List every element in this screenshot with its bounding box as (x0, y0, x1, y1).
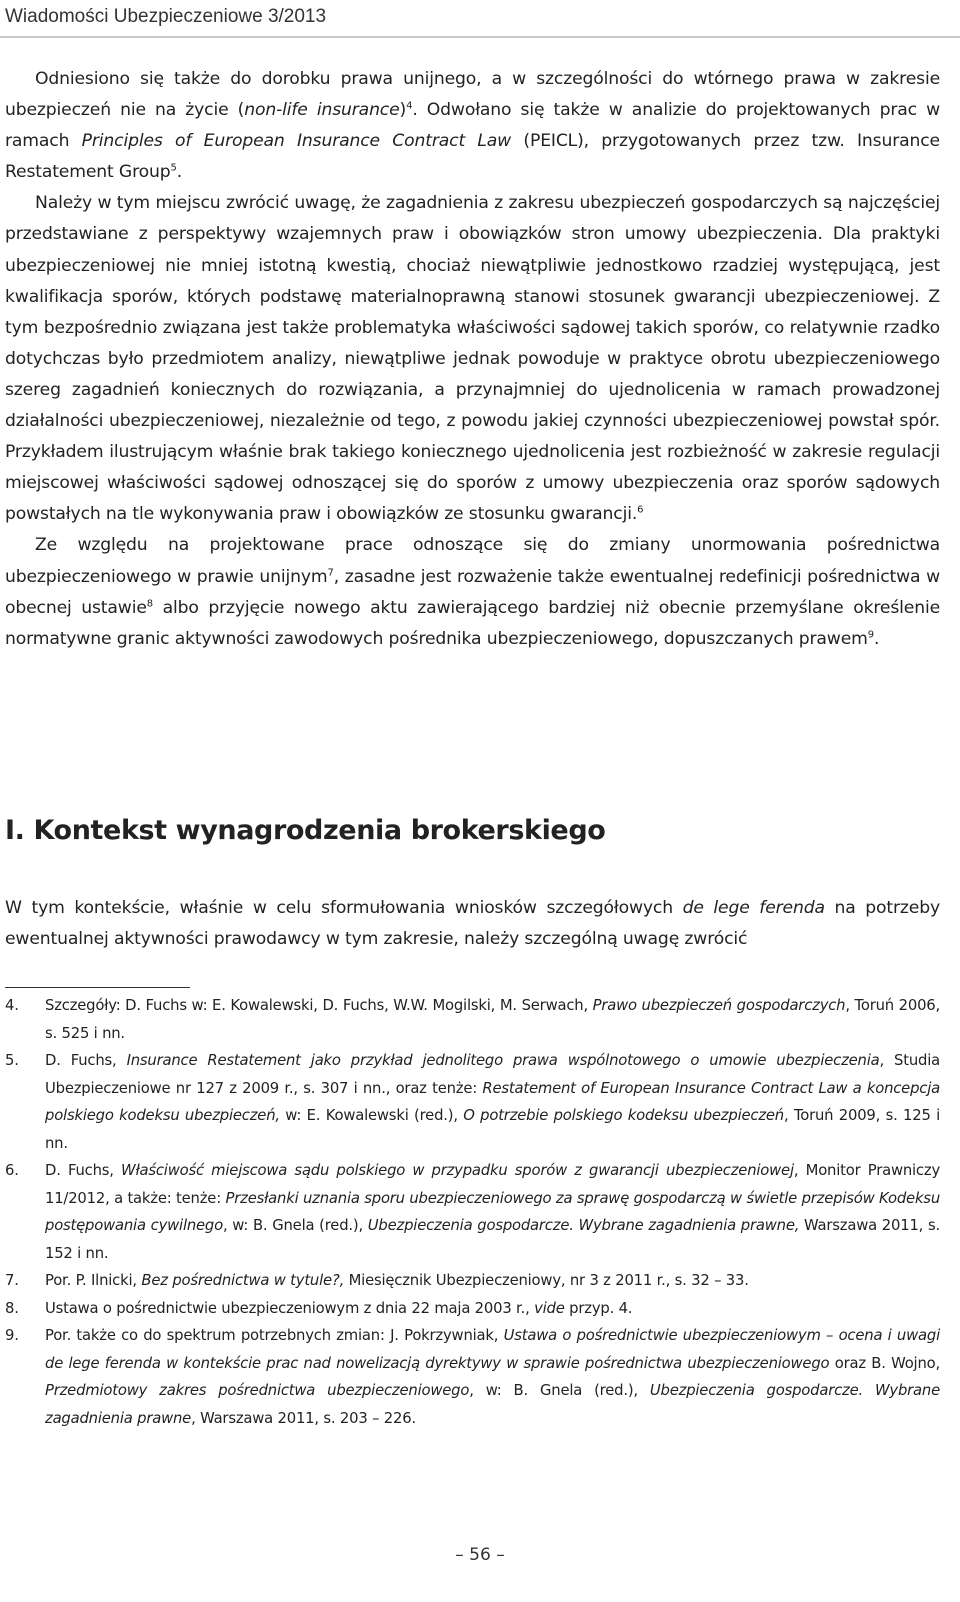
text-run: w: E. Kowalewski (red.), (279, 1107, 464, 1124)
italic-text: O potrzebie polskiego kodeksu ubezpieczeń (463, 1107, 784, 1124)
text-run: . (873, 628, 880, 649)
footnote-number: 5. (5, 1052, 19, 1069)
footnote (5, 1295, 940, 1323)
text-run: , w: B. Gnela (red.), (469, 1382, 650, 1399)
text-run: przyp. 4. (564, 1299, 633, 1317)
footnote-text (45, 992, 940, 1047)
footnote-number: 7. (5, 1272, 19, 1289)
main-text (5, 64, 940, 655)
text-run: W tym kontekście, właśnie w celu sformułowania wniosków szczegółowych (5, 898, 683, 918)
italic-text: vide (534, 1299, 565, 1317)
footnote-text (45, 1157, 940, 1267)
footnote-text (45, 1322, 940, 1432)
page-number: – 56 – (455, 1545, 505, 1565)
italic-text: Restatement of European Insurance Contract Law a koncepcja polskiego kodeksu ubezpieczeń, (45, 1079, 940, 1124)
italic-text: Prawo ubezpieczeń gospodarczych (592, 997, 846, 1014)
italic-text: Ubezpieczenia gospodarcze. Wybrane zagadnienia prawne, (367, 1217, 800, 1234)
text-run: Por. także co do spektrum potrzebnych zmian: J. Pokrzywniak, (45, 1327, 504, 1344)
text-run: albo przyjęcie nowego aktu zawierającego bardziej niż obecnie przemyślane określenie normatywne granic aktywności zawodowych pośrednika ubezpieczeniowego, dopuszczanych prawem (5, 597, 941, 649)
text-run: , w: B. Gnela (red.), (222, 1217, 368, 1234)
text-run: D. Fuchs, (45, 1052, 127, 1069)
italic-text: Bez pośrednictwa w tytule?, (141, 1272, 345, 1289)
footnote (5, 1157, 940, 1267)
journal-title: Wiadomości Ubezpieczeniowe 3/2013 (5, 6, 327, 27)
paragraph (5, 530, 940, 654)
footnote-text (45, 1295, 940, 1323)
footnote-number: 6. (5, 1162, 19, 1179)
footnote (5, 992, 940, 1047)
text-run: Warszawa 2011, s. 152 i nn. (45, 1217, 940, 1262)
text-run: , Warszawa 2011, s. 203 – 226. (191, 1409, 416, 1427)
text-run: , Monitor Prawniczy 11/2012, a także: tenże: (45, 1162, 940, 1207)
text-run: . (176, 162, 183, 183)
footnote-ref: 8 (146, 597, 153, 609)
text-run: ) (399, 100, 407, 121)
footnote-ref: 7 (327, 566, 334, 578)
text-run: Należy w tym miejscu zwrócić uwagę, że zagadnienia z zakresu ubezpieczeń gospodarczych są najczęściej przedstawiane z perspektywy wzajemnych praw i obowiązków stron umowy ubezpieczenia. Dla praktyki ubezpieczeniowej nie mniej istotną kwestią, chociaż niewątpliwie jednostkowo rzadziej występującą, jest kwalifikacja sporów, których podstawę materialnoprawną stanowi stosunek gwarancji ubezpieczeniowej. Z tym bezpośrednio związana jest także problematyka właściwości sądowej takich sporów, co relatywnie rzadko dotychczas było przedmiotem analizy, niewątpliwe jednak powoduje w praktyce obrotu ubezpieczeniowego szereg zagadnień koniecznych do rozwiązania, a przynajmniej do ujednolicenia w ramach prowadzonej działalności ubezpieczeniowej, niezależnie od tego, z powodu jakiej czynności ubezpieczeniowej powstał spór. Przykładem ilustrującym właśnie brak takiego koniecznego ujednolicenia jest rozbieżność w zakresie regulacji miejscowej właściwości sądowej odnoszącej się do sporów z umowy ubezpieczenia oraz sporów sądowych powstałych na tle wykonywania praw i obowiązków ze stosunku gwarancji. (5, 193, 940, 525)
page-header (0, 0, 960, 38)
footnote-text (45, 1047, 940, 1157)
footnote (5, 1267, 940, 1295)
italic-text: Ubezpieczenia gospodarcze. Wybrane zagadnienia prawne (45, 1382, 941, 1427)
italic-text: non-life insurance (244, 100, 400, 121)
text-run: , Toruń 2006, s. 525 i nn. (45, 997, 941, 1042)
text-run: , Toruń 2009, s. 125 i nn. (45, 1107, 940, 1152)
footnote-ref: 5 (170, 162, 177, 174)
section-heading: I. Kontekst wynagrodzenia brokerskiego (5, 815, 606, 846)
text-run: na potrzeby ewentualnej aktywności prawodawcy w tym zakresie, należy szczególną uwagę zwrócić (5, 898, 940, 950)
text-run: . Odwołano się także w analizie do projektowanych prac w ramach (5, 100, 941, 152)
paragraph (5, 64, 940, 188)
italic-text: Insurance Restatement jako przykład jednolitego prawa wspólnotowego o umowie ubezpieczenia (126, 1052, 880, 1069)
text-run: Odniesiono się także do dorobku prawa unijnego, a w szczególności do wtórnego prawa w zakresie ubezpieczeń nie na życie ( (5, 69, 940, 121)
text-run: , zasadne jest rozważenie także ewentualnej redefinicji pośrednictwa w obecnej ustawie (5, 566, 940, 618)
text-run: Ze względu na projektowane prace odnoszące się do zmiany unormowania pośrednictwa ubezpieczeniowego w prawie unijnym (5, 535, 940, 587)
footnotes (5, 992, 940, 1432)
text-run: oraz B. Wojno, (829, 1354, 941, 1372)
italic-text: Ustawa o pośrednictwie ubezpieczeniowym – ocena i uwagi de lege ferenda w kontekście prac nad nowelizacją dyrektywy w sprawie pośrednictwa ubezpieczeniowego (45, 1327, 940, 1372)
text-run: (PEICL), przygotowanych przez tzw. Insurance Restatement Group (5, 131, 940, 183)
text-run: Miesięcznik Ubezpieczeniowy, nr 3 z 2011 r., s. 32 – 33. (344, 1272, 749, 1289)
footnote (5, 1322, 940, 1432)
footnote (5, 1047, 940, 1157)
text-run: Szczegóły: D. Fuchs w: E. Kowalewski, D. Fuchs, W.W. Mogilski, M. Serwach, (45, 997, 593, 1014)
footnote-ref: 9 (867, 628, 874, 640)
italic-text: Principles of European Insurance Contract Law (81, 131, 512, 152)
paragraph (5, 893, 940, 955)
text-run: D. Fuchs, (45, 1162, 122, 1179)
text-run: Ustawa o pośrednictwie ubezpieczeniowym z dnia 22 maja 2003 r., (45, 1299, 535, 1317)
text-run: Por. P. Ilnicki, (45, 1272, 142, 1289)
paragraph (5, 188, 940, 530)
footnote-number: 8. (5, 1299, 19, 1317)
italic-text: de lege ferenda (682, 898, 825, 918)
italic-text: Przesłanki uznania sporu ubezpieczeniowego za sprawę gospodarczą w świetle przepisów Kodeksu postępowania cywilnego (45, 1189, 940, 1234)
footnote-ref: 4 (406, 100, 413, 112)
footnote-number: 9. (5, 1327, 19, 1344)
footnote-number: 4. (5, 997, 19, 1014)
footnote-ref: 6 (637, 504, 644, 516)
italic-text: Przedmiotowy zakres pośrednictwa ubezpieczeniowego (45, 1382, 470, 1399)
footnote-text (45, 1267, 940, 1295)
text-run: , Studia Ubezpieczeniowe nr 127 z 2009 r., s. 307 i nn., oraz tenże: (45, 1052, 940, 1097)
italic-text: Właściwość miejscowa sądu polskiego w przypadku sporów z gwarancji ubezpieczeniowej (121, 1162, 794, 1179)
footnote-divider (5, 987, 190, 988)
